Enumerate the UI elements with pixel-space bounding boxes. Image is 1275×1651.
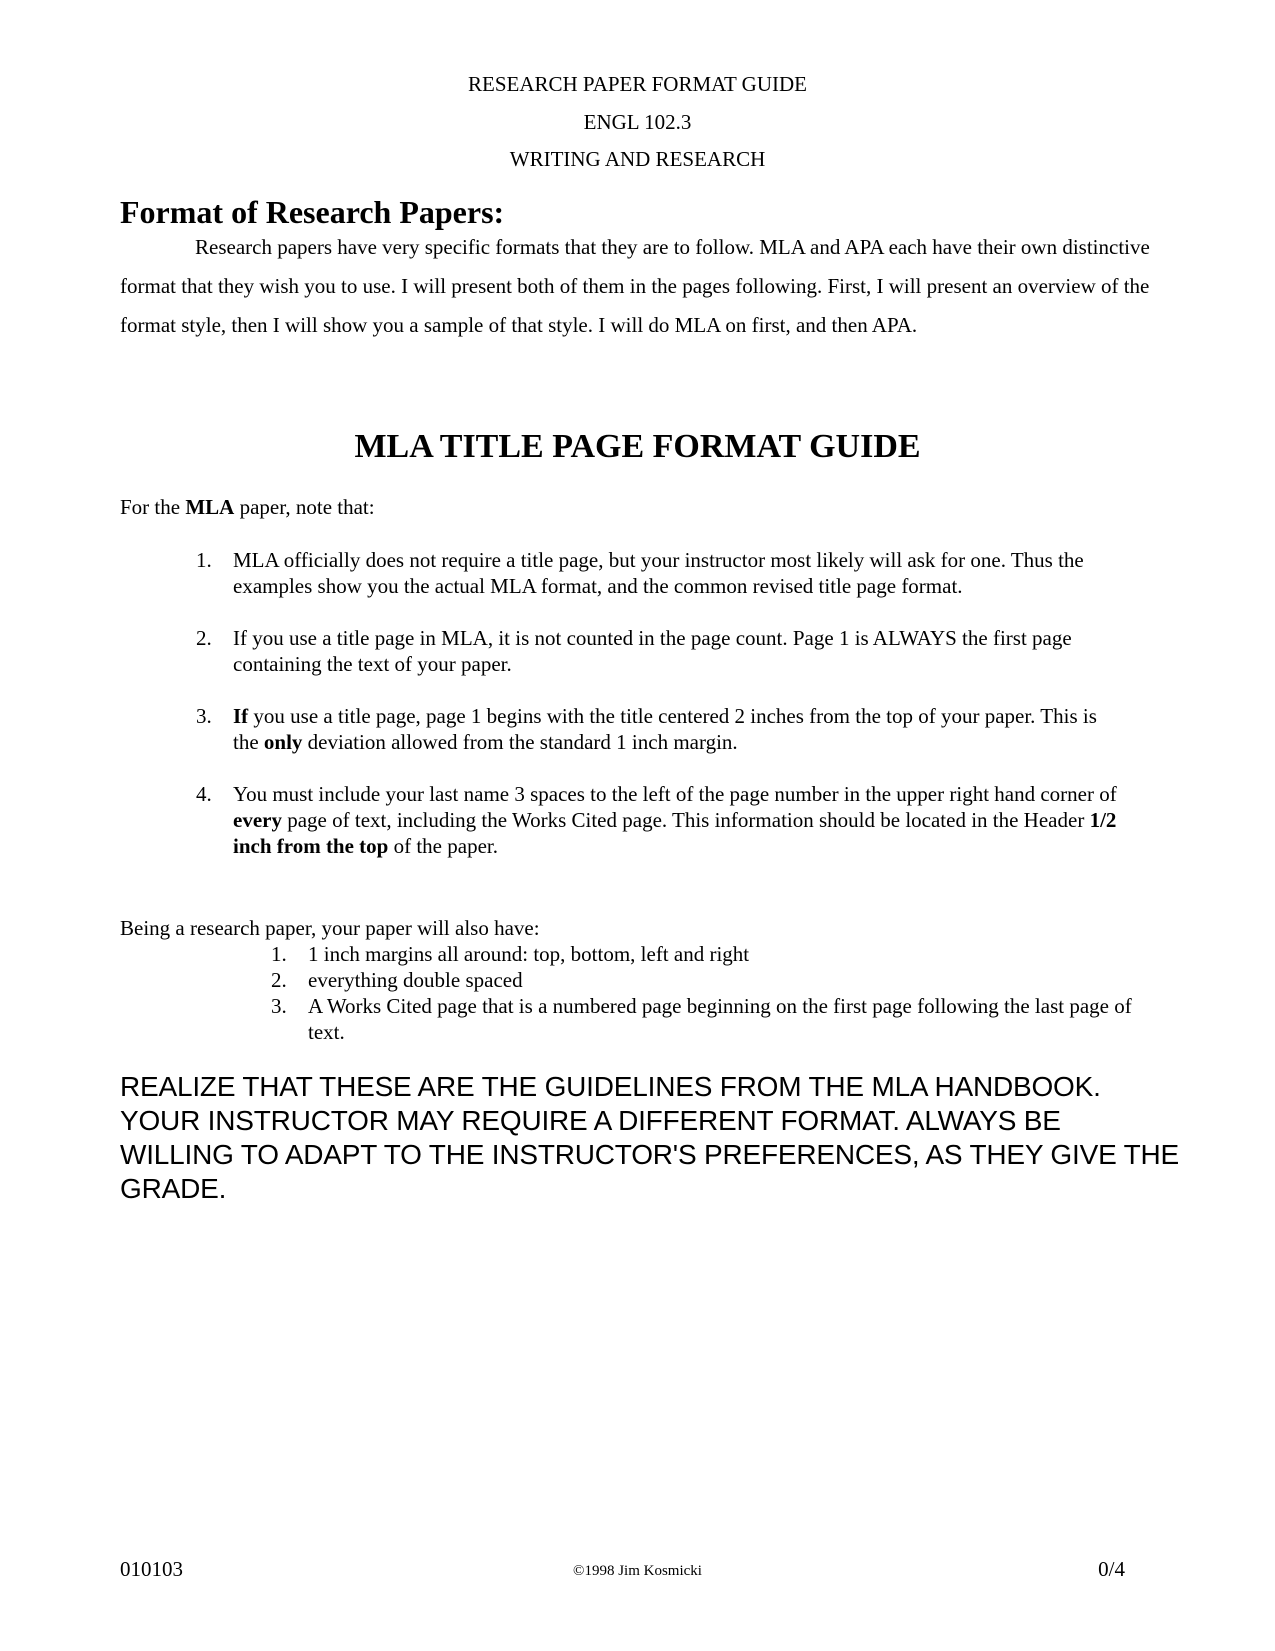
list-item-text: 1 inch margins all around: top, bottom, left and right (308, 942, 750, 966)
guidelines-warning: REALIZE THAT THESE ARE THE GUIDELINES FROM THE MLA HANDBOOK. YOUR INSTRUCTOR MAY REQUIRE A DIFFERENT FORMAT. ALWAYS BE WILLING TO ADAPT TO THE INSTRUCTOR'S PREFERENCES, AS THEY GIVE THE GRADE. (120, 1071, 1180, 1204)
also-have-list (266, 941, 1146, 1045)
header-course-code: ENGL 102.3 (583, 110, 692, 134)
footer-page-number: 0/4 (1098, 1557, 1125, 1581)
list-item-bold: 1/2 inch from the top (233, 808, 1117, 858)
list-item-text: If you use a title page in MLA, it is not counted in the page count. Page 1 is ALWAYS the first page containing the text of your paper. (233, 626, 1072, 676)
list-item (186, 547, 1126, 599)
list-item (266, 941, 1146, 967)
list-item (186, 781, 1126, 859)
list-item-text: everything double spaced (308, 968, 523, 992)
list-item-text: You must include your last name 3 spaces to the left of the page number in the upper right hand corner of (233, 782, 1117, 806)
header-guide-title: RESEARCH PAPER FORMAT GUIDE (468, 72, 807, 96)
list-item-text: of the paper. (388, 834, 498, 858)
format-section-heading: Format of Research Papers: (120, 194, 505, 230)
list-item-number: 2. (196, 626, 212, 650)
format-section-paragraph: Research papers have very specific formats that they are to follow. MLA and APA each have their own distinctive format that they wish you to use. I will present both of them in the pages following. First, I will present an overview of the format style, then I will show you a sample of that style. I will do MLA on first, and then APA. (120, 235, 1150, 337)
list-item-number: 2. (271, 968, 287, 992)
list-item-text: you use a title page, page 1 begins with the title centered 2 inches from the top of your paper. This is the (233, 704, 1097, 754)
footer-doc-number: 010103 (120, 1557, 183, 1581)
list-item-text: MLA officially does not require a title page, but your instructor most likely will ask for one. Thus the examples show you the actual MLA format, and the common revised title page format. (233, 548, 1084, 598)
list-item (186, 703, 1126, 755)
mla-intro-after: paper, note that: (234, 495, 375, 519)
list-item-bold: If (233, 704, 249, 728)
mla-intro-before: For the (120, 495, 186, 519)
list-item (186, 625, 1126, 677)
mla-section-title: MLA TITLE PAGE FORMAT GUIDE (354, 428, 921, 465)
mla-rules-list (186, 547, 1126, 885)
list-item-number: 4. (196, 782, 212, 806)
list-item (266, 993, 1146, 1045)
mla-intro-line (120, 494, 375, 520)
also-have-intro: Being a research paper, your paper will also have: (120, 916, 540, 940)
list-item-text: page of text, including the Works Cited page. This information should be located in the Header (281, 808, 1090, 832)
list-item (266, 967, 1146, 993)
mla-intro-bold: MLA (185, 495, 235, 519)
list-item-number: 3. (196, 704, 212, 728)
list-item-text: A Works Cited page that is a numbered page beginning on the first page following the last page of text. (308, 994, 1132, 1044)
list-item-number: 3. (271, 994, 287, 1018)
list-item-bold: every (233, 808, 282, 832)
list-item-bold: only (263, 730, 303, 754)
list-item-number: 1. (271, 942, 287, 966)
list-item-number: 1. (196, 548, 212, 572)
footer-copyright: ©1998 Jim Kosmicki (573, 1563, 702, 1579)
list-item-text: deviation allowed from the standard 1 inch margin. (302, 730, 738, 754)
header-course-name: WRITING AND RESEARCH (509, 147, 766, 171)
